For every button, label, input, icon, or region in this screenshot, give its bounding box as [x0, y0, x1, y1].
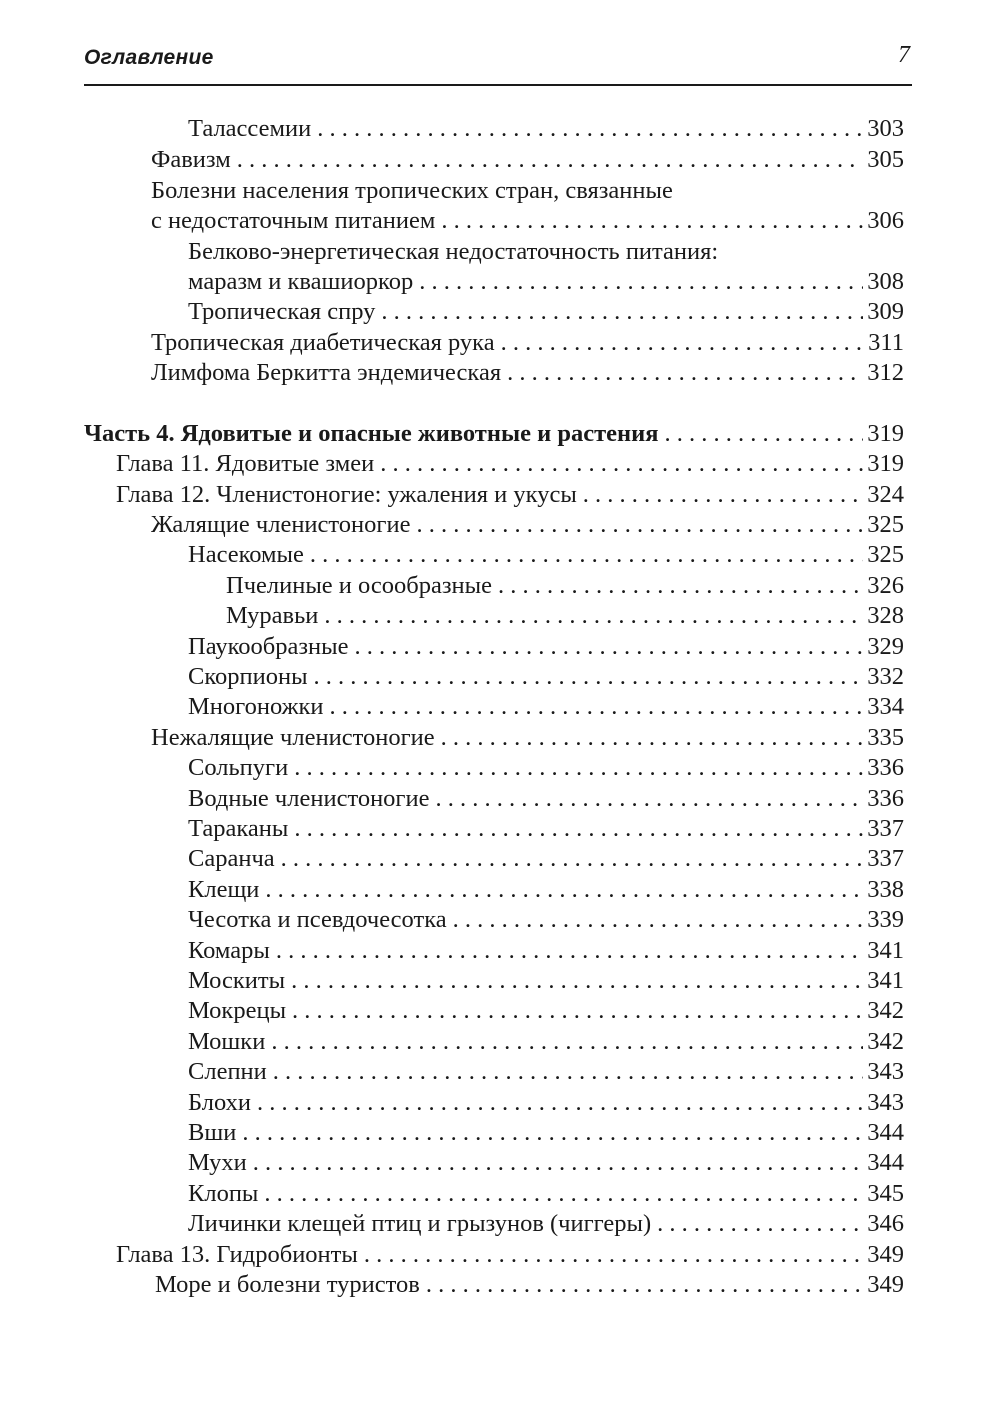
toc-entry-page: 344: [867, 1119, 904, 1146]
dot-leader: [294, 814, 863, 844]
dot-leader: [276, 936, 863, 966]
toc-entry-title: Мошки: [188, 1028, 266, 1055]
toc-entry-title: Лимфома Беркитта эндемическая: [151, 359, 502, 386]
toc-entry-page: 349: [867, 1271, 904, 1298]
toc-entry-title: Талассемии: [188, 115, 312, 142]
toc-entry-page: 319: [867, 450, 904, 477]
dot-leader: [237, 145, 864, 175]
running-header: [84, 40, 912, 80]
dot-leader: [381, 297, 863, 327]
toc-entry[interactable]: [188, 114, 904, 144]
toc-entry-title: Жалящие членистоногие: [151, 511, 411, 538]
header-rule: [84, 84, 912, 86]
toc-entry-title: Клопы: [188, 1180, 259, 1207]
toc-entry[interactable]: [188, 1209, 904, 1239]
toc-entry-page: 337: [867, 845, 904, 872]
toc-entry-page: 336: [867, 754, 904, 781]
dot-leader: [265, 875, 863, 905]
toc-entry[interactable]: [188, 905, 904, 935]
toc-entry-title: Скорпионы: [188, 663, 308, 690]
toc-entry-page: 335: [867, 724, 904, 751]
toc-chapter[interactable]: [116, 480, 904, 510]
toc-entry-page: 325: [867, 511, 904, 538]
toc-entry[interactable]: [188, 814, 904, 844]
dot-leader: [317, 114, 863, 144]
toc-entry[interactable]: [188, 632, 904, 662]
dot-leader: [453, 905, 864, 935]
toc-entry-title: Вши: [188, 1119, 237, 1146]
toc-entry-title: Белково-энергетическая недостаточность питания:: [188, 238, 719, 265]
toc-entry-title: Глава 11. Ядовитые змеи: [116, 450, 375, 477]
toc-entry[interactable]: [188, 297, 904, 327]
toc-entry-page: 312: [867, 359, 904, 386]
toc-entry[interactable]: [188, 662, 904, 692]
toc-entry-title: Море и болезни туристов: [155, 1271, 420, 1298]
toc-entry-page: 306: [867, 207, 904, 234]
toc-entry-page: 319: [867, 420, 904, 447]
toc-part-heading[interactable]: [84, 419, 904, 449]
toc-entry[interactable]: [188, 267, 904, 297]
toc-entry-title: Паукообразные: [188, 633, 349, 660]
dot-leader: [507, 358, 863, 388]
toc-entry-title: маразм и квашиоркор: [188, 268, 414, 295]
toc-entry-page: 345: [867, 1180, 904, 1207]
toc-entry[interactable]: [188, 753, 904, 783]
toc-entry-page: 338: [867, 876, 904, 903]
toc-entry-title: Слепни: [188, 1058, 267, 1085]
toc-entry-page: 309: [867, 298, 904, 325]
dot-leader: [314, 662, 864, 692]
toc-entry-page: 342: [867, 1028, 904, 1055]
toc-entry-title: Болезни населения тропических стран, связанные: [151, 177, 673, 204]
toc-entry-page: 342: [867, 997, 904, 1024]
dot-leader: [419, 267, 863, 297]
toc-entry[interactable]: [151, 328, 904, 358]
toc-entry-title: Саранча: [188, 845, 275, 872]
toc-entry-title: Блохи: [188, 1089, 251, 1116]
running-header-title: Оглавление: [84, 46, 214, 69]
toc-entry[interactable]: [188, 844, 904, 874]
toc-entry-title: Тропическая спру: [188, 298, 376, 325]
dot-leader: [435, 784, 863, 814]
toc-entry[interactable]: [188, 237, 718, 267]
dot-leader: [583, 480, 863, 510]
dot-leader: [242, 1118, 863, 1148]
toc-entry-title: Глава 13. Гидробионты: [116, 1241, 358, 1268]
toc-entry-title: Многоножки: [188, 693, 324, 720]
toc-entry[interactable]: [151, 510, 904, 540]
toc-entry-page: 308: [867, 268, 904, 295]
toc-entry-page: 334: [867, 693, 904, 720]
toc-entry-title: Тропическая диабетическая рука: [151, 329, 495, 356]
dot-leader: [501, 328, 865, 358]
toc-entry-title: Глава 12. Членистоногие: ужаления и укусы: [116, 481, 577, 508]
toc-entry-title: Сольпуги: [188, 754, 289, 781]
toc-entry[interactable]: [151, 145, 904, 175]
toc-entry-page: 349: [867, 1241, 904, 1268]
dot-leader: [294, 753, 863, 783]
toc-entry-title: Пчелиные и осообразные: [226, 572, 492, 599]
toc-entry-title: Мокрецы: [188, 997, 287, 1024]
toc-entry-page: 326: [867, 572, 904, 599]
dot-leader: [291, 966, 863, 996]
dot-leader: [498, 571, 863, 601]
toc-entry-page: 346: [867, 1210, 904, 1237]
dot-leader: [664, 419, 863, 449]
toc-entry[interactable]: [188, 1148, 904, 1178]
dot-leader: [257, 1088, 863, 1118]
toc-entry-page: 329: [867, 633, 904, 660]
toc-entry[interactable]: [188, 875, 904, 905]
toc-entry[interactable]: [188, 784, 904, 814]
toc-entry-page: 303: [867, 115, 904, 142]
toc-entry-title: Личинки клещей птиц и грызунов (чиггеры): [188, 1210, 652, 1237]
dot-leader: [273, 1057, 863, 1087]
dot-leader: [426, 1270, 863, 1300]
toc-entry[interactable]: [188, 966, 904, 996]
dot-leader: [657, 1209, 863, 1239]
toc-entry[interactable]: [188, 1027, 904, 1057]
toc-entry-title: Чесотка и псевдочесотка: [188, 906, 447, 933]
toc-entry[interactable]: [188, 996, 904, 1026]
dot-leader: [364, 1240, 863, 1270]
toc-entry-page: 328: [867, 602, 904, 629]
toc-entry-page: 344: [867, 1149, 904, 1176]
toc-entry-title: Москиты: [188, 967, 286, 994]
toc-chapter[interactable]: [116, 449, 904, 479]
toc-entry[interactable]: [151, 206, 904, 236]
toc-entry[interactable]: [188, 1118, 904, 1148]
toc-entry-title: Нежалящие членистоногие: [151, 724, 435, 751]
dot-leader: [264, 1179, 863, 1209]
toc-entry-page: 343: [867, 1089, 904, 1116]
toc-entry-page: 311: [868, 329, 904, 356]
toc-chapter[interactable]: [116, 1240, 904, 1270]
toc-entry[interactable]: [188, 692, 904, 722]
toc-entry-page: 343: [867, 1058, 904, 1085]
toc-entry-page: 332: [867, 663, 904, 690]
toc-entry-title: Тараканы: [188, 815, 289, 842]
toc-entry[interactable]: [226, 571, 904, 601]
dot-leader: [292, 996, 863, 1026]
dot-leader: [441, 723, 864, 753]
dot-leader: [281, 844, 864, 874]
toc-entry-title: Клещи: [188, 876, 260, 903]
toc-entry[interactable]: [188, 1179, 904, 1209]
toc-entry[interactable]: [151, 358, 904, 388]
toc-entry-title: Водные членистоногие: [188, 785, 430, 812]
toc-entry[interactable]: [151, 176, 673, 206]
dot-leader: [330, 692, 864, 722]
toc-entry[interactable]: [226, 601, 904, 631]
dot-leader: [253, 1148, 863, 1178]
toc-entry[interactable]: [188, 1057, 904, 1087]
toc-entry-page: 341: [867, 967, 904, 994]
toc-entry[interactable]: [155, 1270, 904, 1300]
toc-entry[interactable]: [188, 1088, 904, 1118]
toc-entry-title: Фавизм: [151, 146, 231, 173]
toc-entry-title: с недостаточным питанием: [151, 207, 436, 234]
dot-leader: [310, 540, 863, 570]
dot-leader: [441, 206, 863, 236]
toc-entry[interactable]: [188, 936, 904, 966]
dot-leader: [354, 632, 863, 662]
toc-entry-page: 324: [867, 481, 904, 508]
toc-entry-page: 341: [867, 937, 904, 964]
dot-leader: [380, 449, 863, 479]
toc-entry-title: Муравьи: [226, 602, 319, 629]
toc-entry-page: 336: [867, 785, 904, 812]
dot-leader: [324, 601, 863, 631]
toc-entry-title: Мухи: [188, 1149, 247, 1176]
toc-entry-page: 325: [867, 541, 904, 568]
toc-entry-title: Комары: [188, 937, 270, 964]
page-number: 7: [898, 42, 910, 68]
toc-entry-page: 305: [867, 146, 904, 173]
toc-entry-title: Насекомые: [188, 541, 304, 568]
toc-entry-page: 337: [867, 815, 904, 842]
toc-entry[interactable]: [151, 723, 904, 753]
toc-entry-page: 339: [867, 906, 904, 933]
dot-leader: [416, 510, 863, 540]
toc-entry[interactable]: [188, 540, 904, 570]
toc-entry-title: Часть 4. Ядовитые и опасные животные и растения: [84, 420, 659, 447]
dot-leader: [271, 1027, 863, 1057]
